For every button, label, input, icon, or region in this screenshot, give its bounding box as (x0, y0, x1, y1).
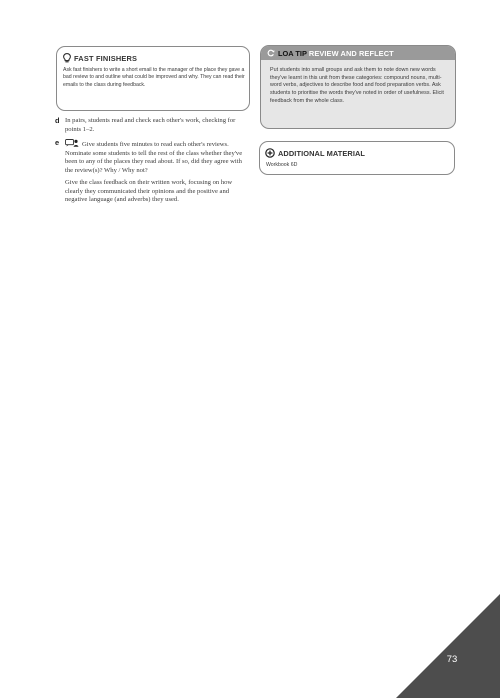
loa-tip-title: REVIEW AND REFLECT (308, 48, 394, 58)
fast-finishers-title: FAST FINISHERS (74, 53, 138, 63)
fast-finishers-body: Ask fast finishers to write a short email to the manager of the place they gave a bad review to and outline what could be improved and why. They can read their emails to the class during feedback. (63, 67, 245, 88)
step-text: Give students five minutes to read each other's reviews. Nominate some students to tell the rest of the class whether they've been to any of the places they read about. If so, did they agree with the review(s)? Why / Why not? (65, 141, 243, 174)
additional-material-title: ADDITIONAL MATERIAL (278, 148, 366, 158)
loa-tip-label: LOA TIP (278, 48, 307, 58)
step-text: In pairs, students read and check each other's work, checking for points 1–2. (65, 117, 236, 133)
step-letter: e (55, 138, 60, 147)
loa-tip-body: Put students into small groups and ask them to note down new words they've learnt in this unit from these categories: compound nouns, multi-word verbs, adjectives to describe food and food preparation verbs. Ask students to prioritise the words they've noted in order of usefulness. Elicit feedback from the whole class. (270, 67, 444, 104)
additional-material-workbook: Workbook 6D (266, 162, 298, 168)
step-e-feedback: Give the class feedback on their written work, focusing on how clearly they communicated their opinions and the positive and negative language (and adverbs) they used. (65, 179, 233, 204)
page-number: 73 (446, 654, 458, 665)
step-letter: d (55, 116, 60, 125)
